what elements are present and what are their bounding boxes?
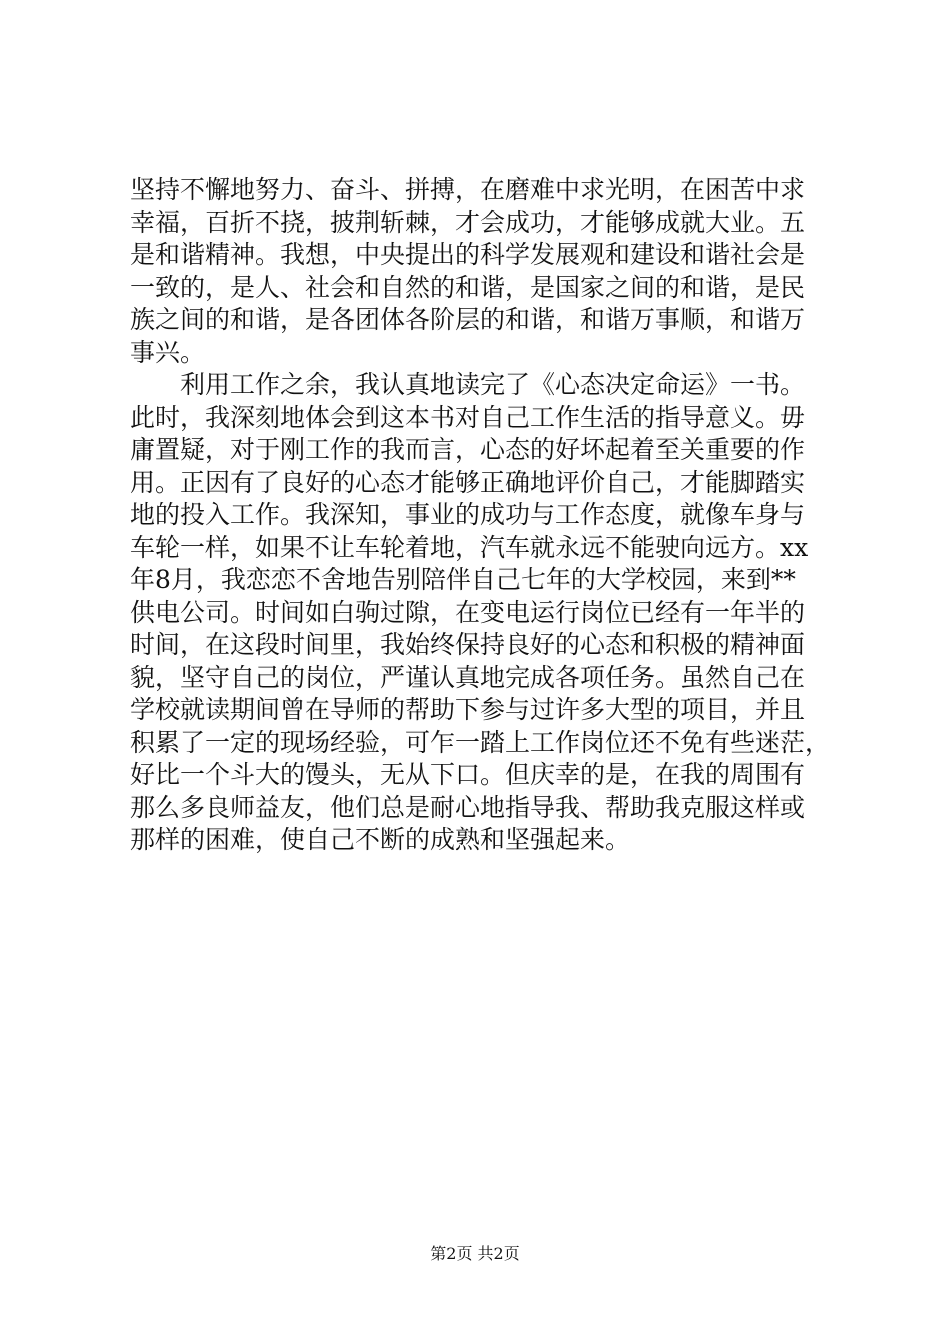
text-line: 那样的困难，使自己不断的成熟和坚强起来。 [130,825,631,854]
text-line: 此时，我深刻地体会到这本书对自己工作生活的指导意义。毋 [130,402,806,432]
text-line: 好比一个斗大的馒头，无从下口。但庆幸的是，在我的周围有 [130,760,806,789]
text-line: 供电公司。时间如白驹过隙，在变电运行岗位已经有一年半的 [130,597,806,627]
text-line: 利用工作之余，我认真地读完了《心态决定命运》一书。 [130,370,806,399]
text-line: 貌，坚守自己的岗位，严谨认真地完成各项任务。虽然自己在 [130,662,806,692]
text-line: 地的投入工作。我深知，事业的成功与工作态度，就像车身与 [130,500,806,529]
text-line: 一致的，是人、社会和自然的和谐，是国家之间的和谐，是民 [130,272,806,302]
text-line: 是和谐精神。我想，中央提出的科学发展观和建设和谐社会是 [130,240,806,269]
page-number-footer: 第2页 共2页 [430,1244,520,1263]
text-line: 庸置疑，对于刚工作的我而言，心态的好坏起着至关重要的作 [130,435,806,464]
text-line: 时间，在这段时间里，我始终保持良好的心态和积极的精神面 [130,630,806,659]
text-line: 车轮一样，如果不让车轮着地，汽车就永远不能驶向远方。xx [130,532,809,562]
body-text [130,174,840,857]
text-line: 积累了一定的现场经验，可乍一踏上工作岗位还不免有些迷茫， [130,727,831,757]
text-line: 事兴。 [130,337,206,367]
text-line: 幸福，百折不挠，披荆斩棘，才会成功，才能够成就大业。五 [130,207,806,237]
text-line: 学校就读期间曾在导师的帮助下参与过许多大型的项目，并且 [130,695,806,724]
text-line: 坚持不懈地努力、奋斗、拼搏，在磨难中求光明，在困苦中求 [130,175,806,204]
text-line: 用。正因有了良好的心态才能够正确地评价自己，才能脚踏实 [130,467,806,497]
text-line: 年8月，我恋恋不舍地告别陪伴自己七年的大学校园，来到** [130,565,796,594]
text-line: 那么多良师益友，他们总是耐心地指导我、帮助我克服这样或 [130,792,806,822]
text-line: 族之间的和谐，是各团体各阶层的和谐，和谐万事顺，和谐万 [130,305,806,334]
